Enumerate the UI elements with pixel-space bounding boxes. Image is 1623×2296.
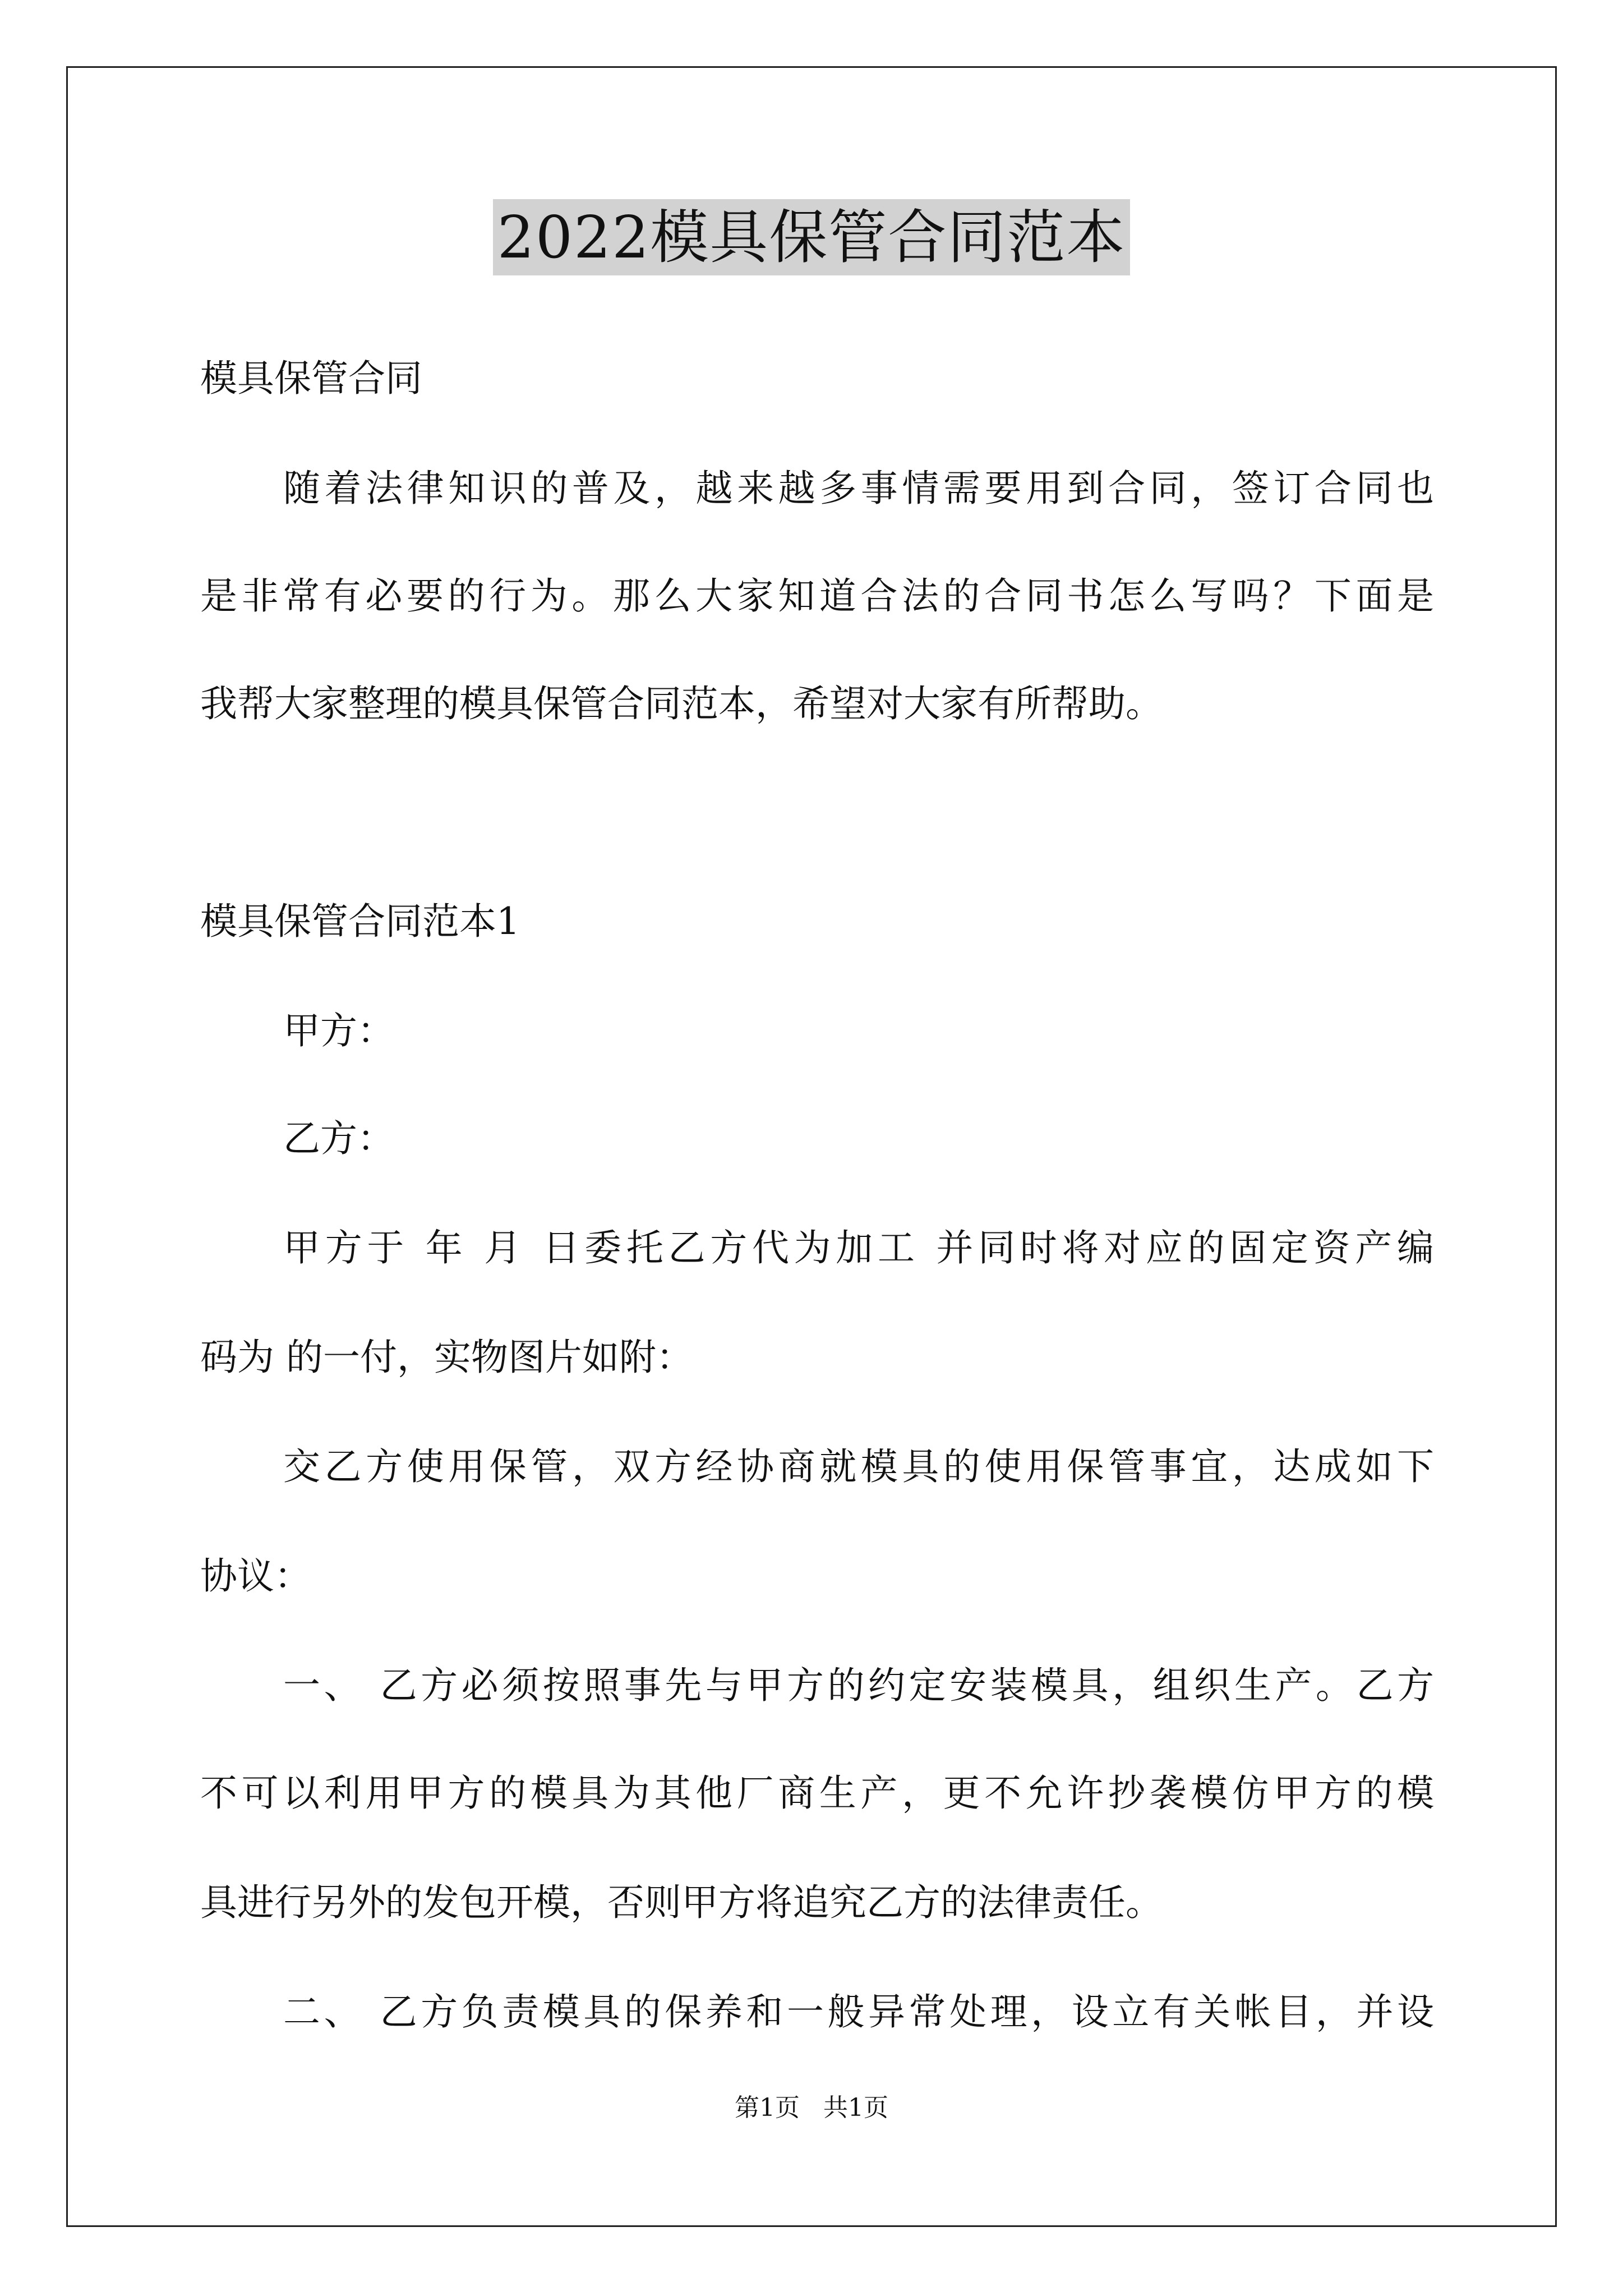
- document-heading: 模具保管合同: [200, 357, 422, 400]
- paragraph-line: 交乙方使用保管，双方经协商就模具的使用保管事宜，达成如下: [283, 1445, 1434, 1488]
- clause-line: 不可以利用甲方的模具为其他厂商生产，更不允许抄袭模仿甲方的模: [200, 1772, 1434, 1815]
- clause-line: 具进行另外的发包开模，否则甲方将追究乙方的法律责任。: [200, 1881, 1163, 1924]
- document-title: 2022模具保管合同范本: [493, 199, 1131, 275]
- intro-line: 是非常有必要的行为。那么大家知道合法的合同书怎么写吗？下面是: [200, 574, 1434, 618]
- page-footer: 第1页 共1页: [735, 2093, 888, 2122]
- intro-line: 随着法律知识的普及，越来越多事情需要用到合同，签订合同也: [283, 467, 1434, 510]
- paragraph-line: 甲方于 年 月 日委托乙方代为加工 并同时将对应的固定资产编: [283, 1226, 1434, 1269]
- paragraph-line: 码为 的一付，实物图片如附：: [200, 1336, 693, 1379]
- section-title: 模具保管合同范本1: [200, 900, 520, 943]
- clause-line: 一、 乙方必须按照事先与甲方的约定安装模具，组织生产。乙方: [283, 1664, 1434, 1707]
- title-container: [0, 199, 1623, 275]
- party-b-label: 乙方：: [283, 1117, 394, 1160]
- intro-line: 我帮大家整理的模具保管合同范本，希望对大家有所帮助。: [200, 682, 1163, 725]
- party-a-label: 甲方：: [283, 1009, 394, 1052]
- paragraph-line: 协议：: [200, 1554, 311, 1598]
- clause-line: 二、 乙方负责模具的保养和一般异常处理，设立有关帐目，并设: [283, 1990, 1434, 2033]
